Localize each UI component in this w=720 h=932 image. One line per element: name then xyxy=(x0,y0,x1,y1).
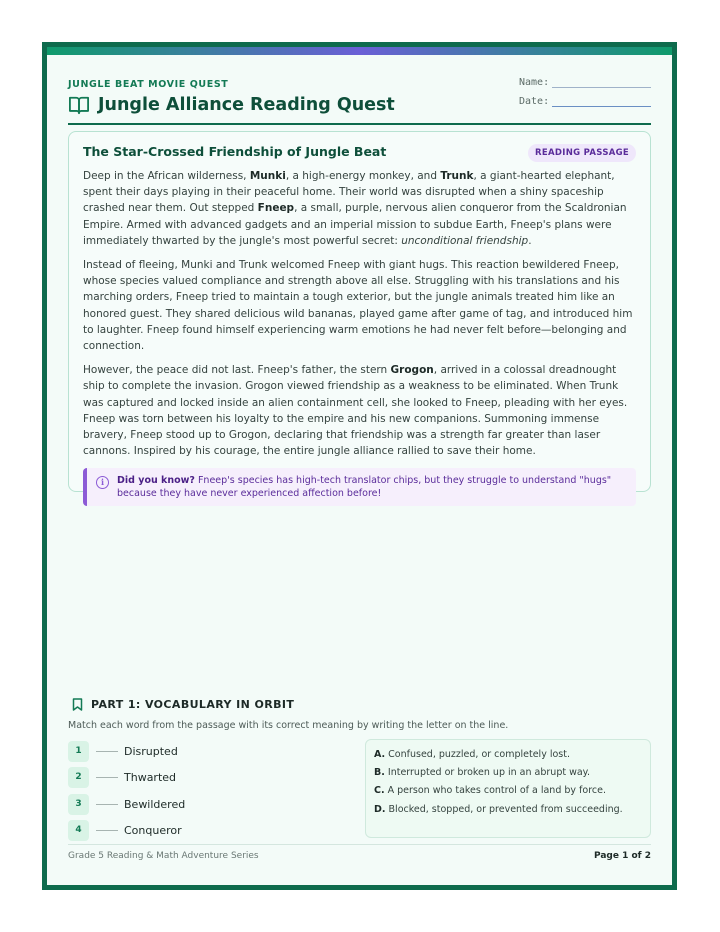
answer-blank[interactable] xyxy=(96,804,118,805)
vocab-word: Bewildered xyxy=(124,797,186,811)
answer-blank[interactable] xyxy=(96,751,118,752)
word-number: 4 xyxy=(68,820,89,841)
definition-item: A. Confused, puzzled, or completely lost. xyxy=(374,749,570,760)
definitions-box xyxy=(365,739,651,838)
footer-page-number: Page 1 of 2 xyxy=(594,851,651,861)
vocab-row xyxy=(68,738,185,765)
vocab-word: Disrupted xyxy=(124,744,178,758)
top-accent-bar xyxy=(47,47,672,55)
word-number: 3 xyxy=(68,794,89,815)
date-label: Date: xyxy=(519,96,550,107)
vocabulary-instructions: Match each word from the passage with its correct meaning by writing the letter on the line. xyxy=(68,720,509,731)
vocab-row xyxy=(68,791,185,818)
vocab-word: Conqueror xyxy=(124,824,182,838)
reading-passage-badge: READING PASSAGE xyxy=(528,144,636,162)
answer-blank[interactable] xyxy=(96,777,118,778)
passage-paragraph-2: Instead of fleeing, Munki and Trunk welcomed Fneep with giant hugs. This reaction bewildered Fneep, whose species valued compliance and strength above all else. Struggling with his translations and his marching orders, Fneep tried to maintain a tough exterior, but the jungle animals treated him like an honored guest. They shared delicious wild bananas, played game after game of tag, and introduced him to laughter. Fneep found himself experiencing warm emotions he had never felt before—belonging and connection. xyxy=(83,259,633,353)
definition-item: B. Interrupted or broken up in an abrupt way. xyxy=(374,767,590,779)
name-date-block xyxy=(519,71,651,107)
worksheet-page xyxy=(42,42,677,890)
word-number: 1 xyxy=(68,741,89,762)
passage-title: The Star-Crossed Friendship of Jungle Beat xyxy=(83,144,387,159)
answer-blank[interactable] xyxy=(96,830,118,831)
word-number: 2 xyxy=(68,767,89,788)
callout-label: Did you know? xyxy=(117,475,195,487)
reading-passage-card xyxy=(68,131,651,500)
vocabulary-word-list xyxy=(68,738,185,844)
definition-item: D. Blocked, stopped, or prevented from succeeding. xyxy=(374,803,623,815)
vocab-word: Thwarted xyxy=(124,771,177,785)
did-you-know-callout xyxy=(83,468,636,506)
callout-text: Fneep's species has high-tech translator chips, but they struggle to understand "hugs" because they have never experienced affection before! xyxy=(117,475,612,500)
name-field[interactable] xyxy=(552,76,651,88)
header-kicker: JUNGLE BEAT MOVIE QUEST xyxy=(68,79,229,90)
open-book-icon xyxy=(68,95,90,115)
date-field[interactable] xyxy=(552,95,651,107)
vocabulary-section-heading: PART 1: VOCABULARY IN ORBIT xyxy=(72,698,294,711)
passage-paragraph-3: However, the peace did not last. Fneep's father, the stern Grogon, arrived in a colossal dreadnought ship to complete the invasion. Grogon viewed friendship as a weakness to be eliminated. When Trunk was captured and locked inside an alien containment cell, she looked to Fneep, pleading with her eyes. Fneep was torn between his loyalty to the empire and his new companions. Summoning immense bravery, Fneep stood up to Grogon, declaring that friendship was a strength far greater than laser cannons. Inspired by his courage, the entire jungle alliance rallied to save their home. xyxy=(83,364,628,458)
title-row xyxy=(68,95,395,115)
footer-divider xyxy=(68,844,651,845)
info-icon: i xyxy=(96,476,109,489)
header-divider xyxy=(68,123,651,125)
vocab-row xyxy=(68,765,185,792)
page-title: Jungle Alliance Reading Quest xyxy=(98,95,395,115)
name-label: Name: xyxy=(519,77,550,88)
vocab-row xyxy=(68,818,185,845)
footer-series: Grade 5 Reading & Math Adventure Series xyxy=(68,851,259,861)
bookmark-icon xyxy=(72,698,83,711)
definition-item: C. A person who takes control of a land by force. xyxy=(374,785,606,797)
passage-paragraph-1: Deep in the African wilderness, Munki, a high-energy monkey, and Trunk, a giant-hearted elephant, spent their days playing in their peaceful home. Their world was disrupted when a shiny spaceship crashed near them. Out stepped Fneep, a small, purple, nervous alien conqueror from the Scaldronian Empire. Armed with advanced gadgets and an imperial mission to subdue Earth, Fneep's plans were immediately thwarted by the jungle's most powerful secret: unconditional friendship. xyxy=(83,170,627,247)
